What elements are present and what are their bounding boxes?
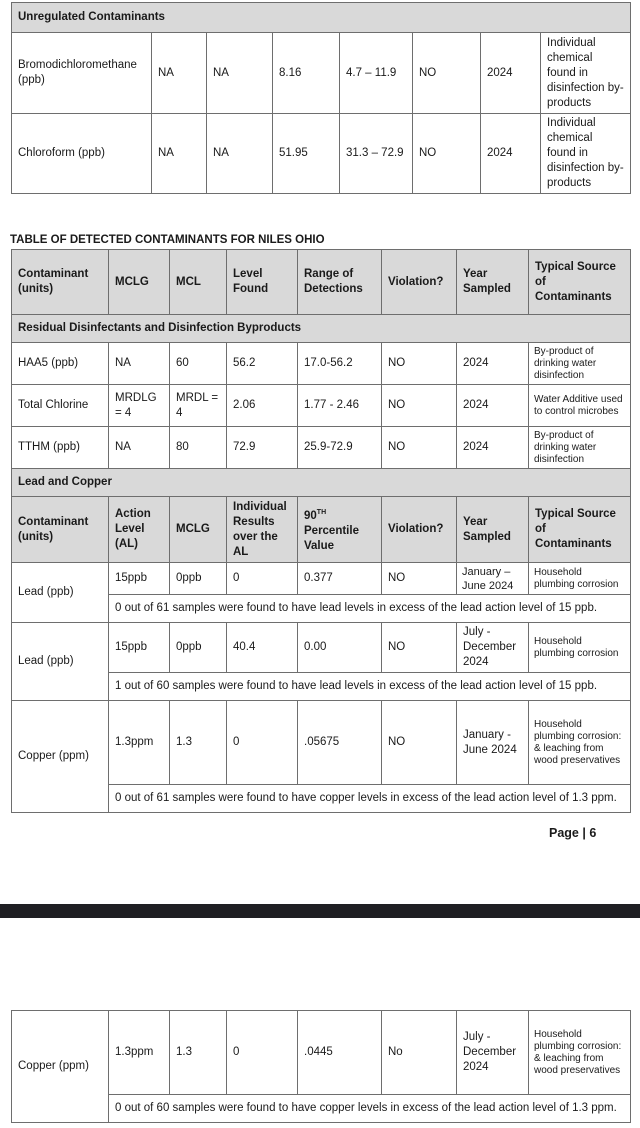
table-row: Chloroform (ppb) NA NA 51.95 31.3 – 72.9 NO 2024 Individual chemical found in disinfection by-products bbox=[12, 114, 631, 194]
table-row: Copper (ppm) 1.3ppm 1.3 0 .0445 No July - December 2024 Household plumbing corrosion: & leaching from wood preservatives bbox=[12, 1011, 631, 1095]
unregulated-header: Unregulated Contaminants bbox=[12, 3, 631, 33]
table-row: HAA5 (ppb) NA 60 56.2 17.0-56.2 NO 2024 By-product of drinking water disinfection bbox=[12, 343, 631, 385]
table-note-row: 0 out of 60 samples were found to have copper levels in excess of the lead action level of 1.3 ppm. bbox=[12, 1095, 631, 1123]
section-lead-copper: Lead and Copper bbox=[12, 469, 631, 497]
table-row: Copper (ppm) 1.3ppm 1.3 0 .05675 NO January - June 2024 Household plumbing corrosion: & leaching from wood preservatives bbox=[12, 701, 631, 785]
table-row: Bromodichloromethane (ppb) NA NA 8.16 4.7 – 11.9 NO 2024 Individual chemical found in disinfection by-products bbox=[12, 33, 631, 114]
table-row: Lead (ppb) 15ppb 0ppb 0 0.377 NO January – June 2024 Household plumbing corrosion bbox=[12, 563, 631, 595]
table-row: Lead (ppb) 15ppb 0ppb 40.4 0.00 NO July - December 2024 Household plumbing corrosion bbox=[12, 623, 631, 673]
table-note-row: 1 out of 60 samples were found to have lead levels in excess of the lead action level of 15 ppb. bbox=[12, 673, 631, 701]
table-note-row: 0 out of 61 samples were found to have lead levels in excess of the lead action level of 15 ppb. bbox=[12, 595, 631, 623]
continued-table bbox=[11, 1010, 631, 1123]
table-row: TTHM (ppb) NA 80 72.9 25.9-72.9 NO 2024 By-product of drinking water disinfection bbox=[12, 427, 631, 469]
detected-header-row: Contaminant (units) MCLG MCL Level Found Range of Detections Violation? Year Sampled Typical Source of Contaminants bbox=[12, 250, 631, 315]
page-number: Page | 6 bbox=[549, 826, 597, 840]
percentile-header: 90TH Percentile Value bbox=[298, 497, 382, 563]
table-row: Total Chlorine MRDLG = 4 MRDL = 4 2.06 1.77 - 2.46 NO 2024 Water Additive used to control microbes bbox=[12, 385, 631, 427]
section-disinfectants: Residual Disinfectants and Disinfection Byproducts bbox=[12, 315, 631, 343]
detected-table-title: TABLE OF DETECTED CONTAMINANTS FOR NILES OHIO bbox=[10, 234, 325, 246]
table-note-row: 0 out of 61 samples were found to have copper levels in excess of the lead action level of 1.3 ppm. bbox=[12, 785, 631, 813]
detected-table bbox=[11, 249, 631, 813]
lead-copper-header-row: Contaminant (units) Action Level (AL) MCLG Individual Results over the AL 90TH Percentile Value Violation? Year Sampled Typical Source of Contaminants bbox=[12, 497, 631, 563]
unregulated-table bbox=[11, 2, 631, 194]
page-separator bbox=[0, 904, 640, 918]
